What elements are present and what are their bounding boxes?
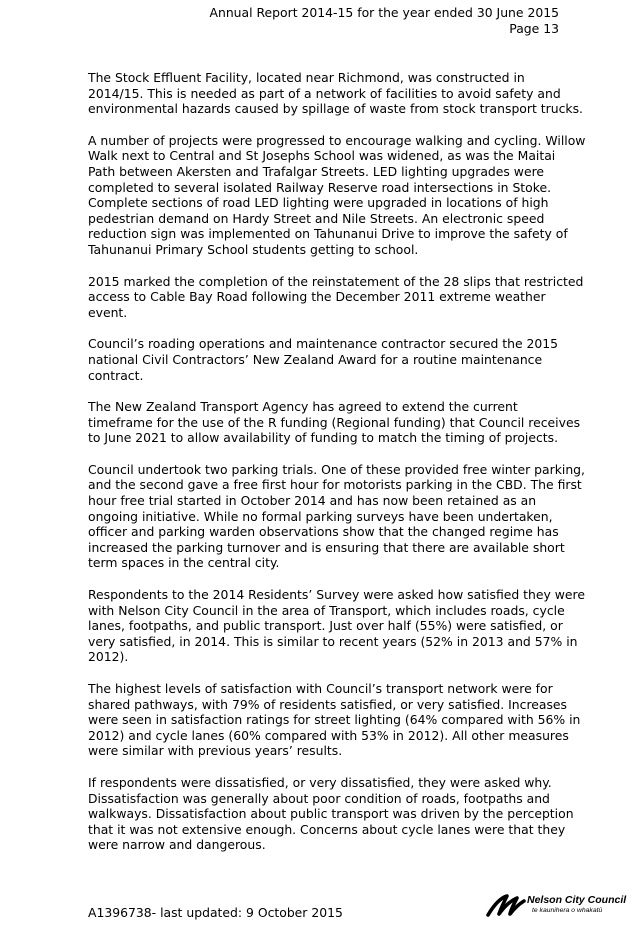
- page-number: Page 13: [509, 21, 559, 36]
- logo-name: Nelson City Council: [527, 894, 627, 906]
- paragraph-contractor-award: Council’s roading operations and maintenance contractor secured the 2015 national Civil Contractors’ New Zealand Award for a routine maintenance contract.: [88, 336, 559, 383]
- paragraph-nzta-funding: The New Zealand Transport Agency has agreed to extend the current timeframe for the use of the R funding (Regional funding) that Council receives to June 2021 to allow availability of funding to match the timing of projects.: [88, 399, 581, 446]
- paragraph-satisfaction-levels: The highest levels of satisfaction with Council’s transport network were for shared pathways, with 79% of residents satisfied, or very satisfied. Increases were seen in satisfaction ratings for street lighting (64% compared with 56% in 2012) and cycle lanes (60% compared with 53% in 2012). All other measures were similar with previous years’ results.: [88, 681, 581, 759]
- footer-doc-id: A1396738- last updated: 9 October 2015: [88, 905, 343, 920]
- report-title: Annual Report 2014-15 for the year ended 30 June 2015: [209, 5, 559, 20]
- council-logo: [486, 893, 626, 919]
- paragraph-walking-cycling: A number of projects were progressed to encourage walking and cycling. Willow Walk next to Central and St Josephs School was widened, as was the Maitai Path between Akersten and Trafalgar Streets. LED lighting upgrades were completed to several isolated Railway Reserve road intersections in Stoke. Complete sections of road LED lighting were upgraded in locations of high pedestrian demand on Hardy Street and Nile Streets. An electronic speed reduction sign was implemented on Tahunanui Drive to improve the safety of Tahunanui Primary School students getting to school.: [88, 132, 586, 257]
- page-header: [210, 5, 560, 37]
- paragraph-parking-trials: Council undertook two parking trials. One of these provided free winter parking, and the second gave a free first hour for motorists parking in the CBD. The first hour free trial started in October 2014 and has now been retained as an ongoing initiative. While no formal parking surveys have been undertaken, officer and parking warden observations show that the changed regime has increased the parking turnover and is ensuring that there are available short term spaces in the central city.: [88, 461, 585, 571]
- body-text: [88, 70, 586, 869]
- paragraph-dissatisfaction: If respondents were dissatisfied, or very dissatisfied, they were asked why. Dissatisfaction was generally about poor condition of roads, footpaths and walkways. Dissatisfaction about public transport was driven by the perception that it was not extensive enough. Concerns about cycle lanes were that they were narrow and dangerous.: [88, 774, 574, 853]
- paragraph-cable-bay-road: 2015 marked the completion of the reinstatement of the 28 slips that restricted access to Cable Bay Road following the December 2011 extreme weather event.: [88, 273, 584, 320]
- logo-tagline: te kaunihera o whakatū: [532, 907, 603, 914]
- council-logo-mark-icon: [486, 893, 526, 919]
- paragraph-stock-effluent: The Stock Effluent Facility, located near Richmond, was constructed in 2014/15. This is needed as part of a network of facilities to avoid safety and environmental hazards caused by spillage of waste from stock transport trucks.: [88, 70, 583, 117]
- paragraph-residents-survey: Respondents to the 2014 Residents’ Survey were asked how satisfied they were with Nelson City Council in the area of Transport, which includes roads, cycle lanes, footpaths, and public transport. Just over half (55%) were satisfied, or very satisfied, in 2014. This is similar to recent years (52% in 2013 and 57% in 2012).: [88, 587, 585, 665]
